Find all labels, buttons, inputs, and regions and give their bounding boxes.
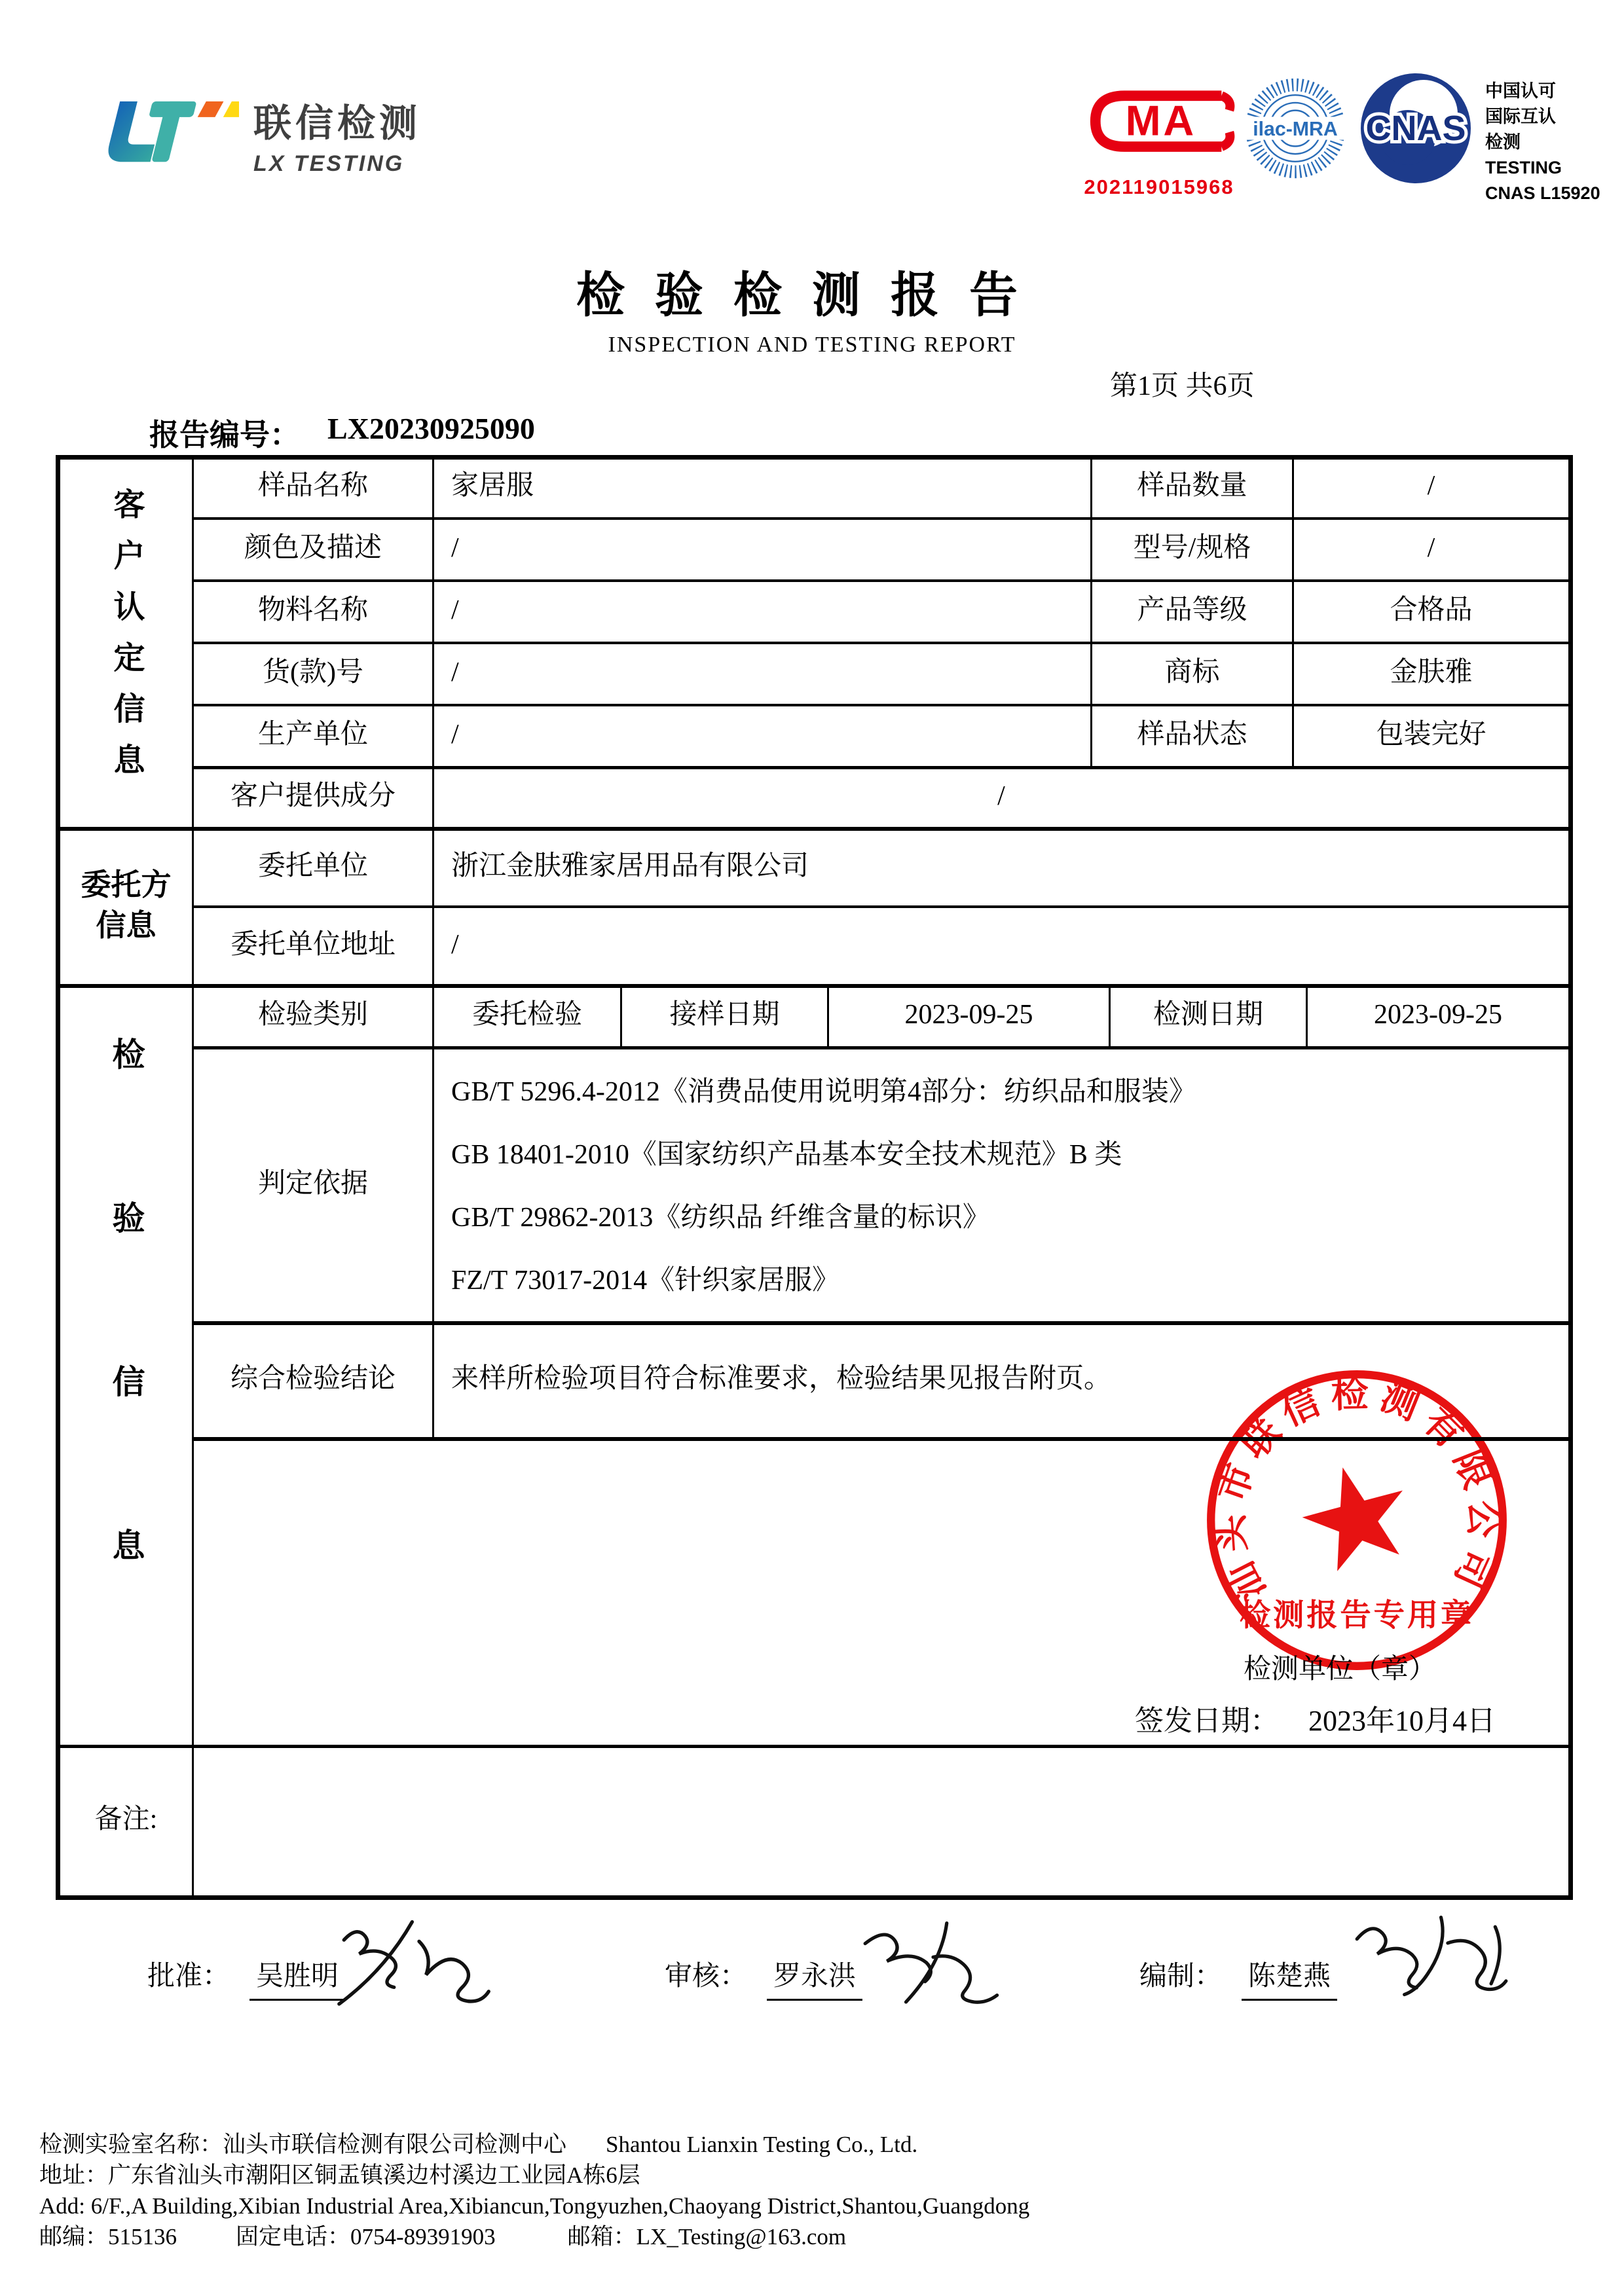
basis-standard-line: FZ/T 73017-2014《针织家居服》 <box>451 1266 840 1296</box>
lx-logo-icon <box>82 90 239 179</box>
approve-name: 吴胜明 <box>249 1954 345 2001</box>
color-desc-label: 颜色及描述 <box>244 533 382 564</box>
receive-date-value: 2023-09-25 <box>904 1000 1033 1030</box>
review-handwritten-signature <box>845 1915 1022 2020</box>
footer-address-en: Add: 6/F.,A Building,Xibian Industrial Area,Xibiancun,Tongyuzhen,Chaoyang District,Shantou,Guangdong <box>39 2193 1030 2219</box>
footer-address-cn: 地址：广东省汕头市潮阳区铜盂镇溪边村溪边工业园A栋6层 <box>39 2162 640 2188</box>
footer <box>39 2129 1029 2252</box>
issue-date-line <box>1135 1697 1496 1739</box>
inspection-type-value: 委托检验 <box>471 1000 582 1030</box>
report-number-label: 报告编号： <box>149 418 300 452</box>
section-inspection-label: 检验信息 <box>107 1037 145 1692</box>
footer-postcode: 邮编：515136 <box>39 2224 177 2250</box>
approve-label: 批准： <box>147 1961 231 1992</box>
prepare-name: 陈楚燕 <box>1242 1954 1337 2001</box>
lx-testing-logo <box>82 90 421 179</box>
conclusion-value: 来样所检验项目符合标准要求，检验结果见报告附页。 <box>451 1364 1112 1394</box>
review-label: 审核： <box>665 1961 748 1992</box>
basis-label: 判定依据 <box>257 1168 368 1199</box>
report-title-cn: 检验检测报告 <box>576 269 1048 323</box>
section-client-info <box>60 827 192 984</box>
seal-ring-text: 汕头市联信检测有限公司 <box>1209 1373 1504 1608</box>
footer-phone: 固定电话：0754-89391903 <box>236 2224 496 2250</box>
cma-number: 202119015968 <box>1084 175 1234 198</box>
seal-caption: 检测报告专用章 <box>1239 1599 1475 1633</box>
product-grade-value: 合格品 <box>1390 595 1473 626</box>
material-name-label: 物料名称 <box>257 595 368 626</box>
table-line <box>56 455 60 1900</box>
basis-standard-line: GB/T 29862-2013《纺织品 纤维含量的标识》 <box>451 1203 990 1233</box>
receive-date-label: 接样日期 <box>669 1000 780 1030</box>
conclusion-label: 综合检验结论 <box>230 1364 396 1394</box>
footer-lab-name-en: Shantou Lianxin Testing Co., Ltd. <box>606 2132 918 2157</box>
prepare-label: 编制： <box>1139 1961 1223 1992</box>
client-unit-value: 浙江金肤雅家居用品有限公司 <box>451 850 809 881</box>
client-addr-value: / <box>451 929 459 960</box>
table-line <box>1568 455 1573 1900</box>
sample-qty-label: 样品数量 <box>1137 471 1247 501</box>
sample-state-label: 样品状态 <box>1137 720 1247 750</box>
client-addr-label: 委托单位地址 <box>230 929 396 960</box>
item-no-label: 货(款)号 <box>263 657 363 688</box>
issue-date-value: 2023年10月4日 <box>1308 1705 1496 1737</box>
accreditation-line: 中国认可 <box>1485 81 1556 101</box>
report-title-en: INSPECTION AND TESTING REPORT <box>608 333 1016 357</box>
ilac-mra-mark-icon <box>1239 72 1352 185</box>
accreditation-line: CNAS L15920 <box>1485 183 1600 203</box>
review-signature-block <box>665 1954 862 2001</box>
model-spec-label: 型号/规格 <box>1133 533 1251 564</box>
issue-date-label: 签发日期： <box>1135 1705 1279 1737</box>
section-inspection-info <box>60 984 192 1745</box>
section-customer-label: 客户认定信息 <box>109 488 143 794</box>
client-unit-label: 委托单位 <box>257 850 368 881</box>
review-name: 罗永洪 <box>767 1954 862 2001</box>
footer-lab-name-cn: 检测实验室名称：汕头市联信检测有限公司检测中心 <box>39 2132 567 2157</box>
sample-state-value: 包装完好 <box>1376 720 1486 750</box>
remark-label: 备注: <box>94 1804 158 1834</box>
sample-name-value: 家居服 <box>451 471 534 501</box>
logo-en-text: LX TESTING <box>253 151 405 176</box>
ilac-mra-label: ilac-MRA <box>1253 118 1338 140</box>
table-line <box>56 1895 1573 1900</box>
approve-handwritten-signature <box>308 1912 530 2020</box>
basis-standard-line: GB 18401-2010《国家纺织产品基本安全技术规范》B 类 <box>451 1140 1122 1170</box>
seal-star-icon <box>1302 1467 1403 1571</box>
table-line <box>56 1745 1573 1748</box>
material-name-value: / <box>451 595 459 626</box>
footer-email: 邮箱：LX_Testing@163.com <box>567 2224 847 2250</box>
page-info: 第1页 共6页 <box>1110 371 1255 401</box>
issuing-unit-label: 检测单位（章） <box>1243 1654 1436 1685</box>
prepare-handwritten-signature <box>1333 1905 1529 2023</box>
inspection-type-label: 检验类别 <box>257 1000 368 1030</box>
prepare-signature-block <box>1139 1954 1337 2001</box>
accreditation-line: TESTING <box>1485 158 1562 177</box>
trademark-label: 商标 <box>1164 657 1220 688</box>
item-no-value: / <box>451 657 459 688</box>
product-grade-label: 产品等级 <box>1137 595 1247 626</box>
report-number-value: LX20230925090 <box>327 412 535 445</box>
cma-letters: MA <box>1125 96 1196 145</box>
client-composition-label: 客户提供成分 <box>230 781 396 812</box>
sample-name-label: 样品名称 <box>257 471 368 501</box>
trademark-value: 金肤雅 <box>1390 657 1473 688</box>
producer-label: 生产单位 <box>257 720 368 750</box>
client-composition-value: / <box>997 781 1005 812</box>
cma-mark-icon <box>1077 73 1241 172</box>
model-spec-value: / <box>1427 533 1435 564</box>
logo-cn-text: 联信检测 <box>253 102 422 145</box>
section-client-label: 委托方信息 <box>81 867 172 942</box>
report-number <box>149 411 535 454</box>
color-desc-value: / <box>451 533 459 564</box>
accreditation-line: 国际互认 <box>1485 107 1556 126</box>
accreditation-text <box>1485 79 1600 206</box>
section-customer-info <box>60 455 192 827</box>
company-seal-icon <box>1202 1365 1512 1675</box>
sample-qty-value: / <box>1427 471 1435 501</box>
test-date-label: 检测日期 <box>1153 1000 1263 1030</box>
producer-value: / <box>451 720 459 750</box>
basis-standard-line: GB/T 5296.4-2012《消费品使用说明第4部分：纺织品和服装》 <box>451 1077 1196 1107</box>
cnas-mark-icon <box>1357 69 1475 187</box>
basis-standards <box>434 1046 1568 1321</box>
accreditation-line: 检测 <box>1485 132 1521 152</box>
cnas-label: CNAS <box>1365 109 1466 148</box>
test-date-value: 2023-09-25 <box>1374 1000 1502 1030</box>
